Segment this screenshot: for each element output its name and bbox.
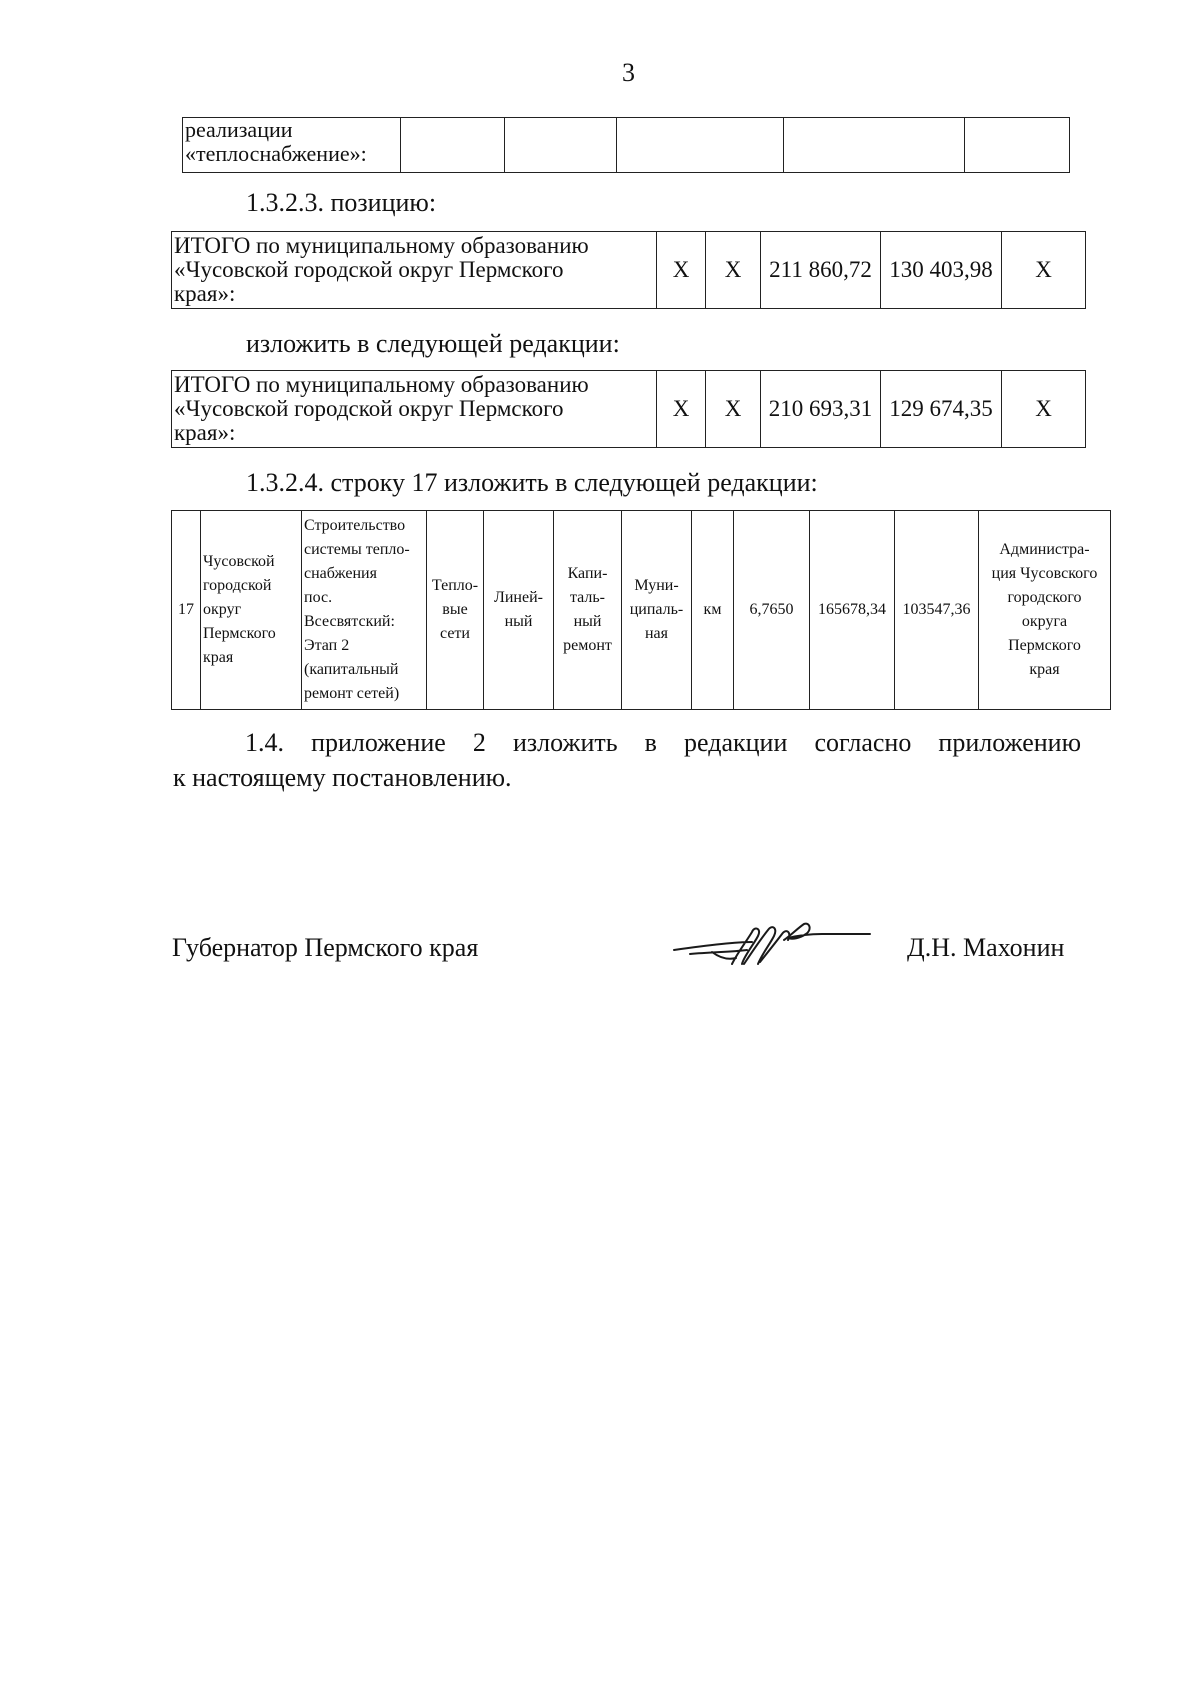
handwritten-signature — [672, 912, 872, 982]
table-itogo-old — [171, 231, 1086, 309]
cell-line: округа — [1021, 613, 1068, 630]
cell-line: Этап 2 — [304, 637, 350, 654]
cell-line: «теплоснабжение»: — [185, 141, 367, 166]
cell-line: Тепло- — [431, 577, 479, 594]
cell-line: вые — [442, 601, 468, 618]
table-itogo-new — [171, 370, 1086, 448]
paragraph-1-3-2-4: 1.3.2.4. строку 17 изложить в следующей редакции: — [246, 468, 818, 497]
cell-line: Администра- — [999, 541, 1090, 558]
table-cell: 129 674,35 — [881, 371, 1002, 448]
table-cell: X — [706, 371, 761, 448]
table-cell: X — [1002, 232, 1086, 309]
cell-line: ремонт — [563, 637, 612, 654]
signatory-name: Д.Н. Махонин — [907, 933, 1065, 962]
table-cell-ownership — [622, 511, 692, 710]
cell-line: Всесвятский: — [304, 613, 395, 630]
cell-line: ципаль- — [629, 601, 684, 618]
cell-line: края»: — [174, 420, 236, 445]
paragraph-new-edition: изложить в следующей редакции: — [246, 329, 620, 358]
table-cell-empty — [401, 118, 505, 173]
table-cell-label — [172, 232, 657, 309]
cell-line: таль- — [569, 589, 606, 606]
cell-line: ИТОГО по муниципальному образованию — [174, 372, 589, 397]
cell-line: Капи- — [567, 565, 608, 582]
cell-line: «Чусовской городской округ Пермского — [174, 396, 564, 421]
cell-line: края»: — [174, 281, 236, 306]
cell-line: Пермского — [203, 625, 276, 642]
table-cell-empty — [784, 118, 965, 173]
table-cell-object — [302, 511, 427, 710]
cell-line: ция Чусовского — [991, 565, 1098, 582]
table-row — [172, 511, 1111, 710]
cell-line: края — [1029, 661, 1060, 678]
table-cell: X — [657, 371, 706, 448]
cell-line: края — [203, 649, 234, 666]
table-cell: 211 860,72 — [761, 232, 881, 309]
table-cell-label — [172, 371, 657, 448]
table-cell-work — [554, 511, 622, 710]
table-cell-number: 17 — [172, 511, 201, 710]
table-row-17 — [171, 510, 1111, 710]
cell-line: Муни- — [634, 577, 679, 594]
cell-line: Линей- — [494, 589, 543, 606]
cell-line: Пермского — [1008, 637, 1081, 654]
table-row — [172, 232, 1086, 309]
signatory-title: Губернатор Пермского края — [172, 933, 479, 962]
table-cell-label — [183, 118, 401, 173]
table-cell-empty — [965, 118, 1070, 173]
table-cell-length: 6,7650 — [734, 511, 810, 710]
cell-line: сети — [440, 625, 470, 642]
table-cell: 210 693,31 — [761, 371, 881, 448]
cell-line: ная — [644, 625, 669, 642]
table-row — [172, 371, 1086, 448]
cell-line: Строительство — [304, 517, 406, 534]
cell-line: городской — [203, 577, 272, 594]
table-cell: X — [657, 232, 706, 309]
cell-line: ный — [573, 613, 602, 630]
table-cell-cost-total: 165678,34 — [810, 511, 895, 710]
table-cell-network — [427, 511, 484, 710]
table-cell: X — [1002, 371, 1086, 448]
table-cell-municipality — [201, 511, 302, 710]
cell-line: ремонт сетей) — [304, 685, 400, 702]
paragraph-1-3-2-3: 1.3.2.3. позицию: — [246, 188, 437, 217]
table-cell-empty — [617, 118, 784, 173]
cell-line: пос. — [304, 589, 333, 606]
cell-line: ный — [504, 613, 533, 630]
cell-line: (капитальный — [304, 661, 399, 678]
cell-line: городского — [1007, 589, 1082, 606]
table-continuation — [182, 117, 1070, 173]
paragraph-line: 1.4. приложение 2 изложить в редакции согласно приложению — [245, 728, 1081, 757]
table-cell-type — [484, 511, 554, 710]
cell-line: снабжения — [304, 565, 377, 582]
page-number: 3 — [622, 58, 635, 87]
paragraph-1-4 — [173, 725, 1081, 795]
cell-line: «Чусовской городской округ Пермского — [174, 257, 564, 282]
table-cell-customer — [979, 511, 1111, 710]
cell-line: округ — [203, 601, 242, 618]
table-cell-empty — [505, 118, 617, 173]
cell-line: системы тепло- — [304, 541, 410, 558]
cell-line: реализации — [185, 117, 293, 142]
cell-line: ИТОГО по муниципальному образованию — [174, 233, 589, 258]
table-cell-unit: км — [692, 511, 734, 710]
table-cell-cost-2: 103547,36 — [895, 511, 979, 710]
table-cell: 130 403,98 — [881, 232, 1002, 309]
table-cell: X — [706, 232, 761, 309]
table-row — [183, 118, 1070, 173]
cell-line: Чусовской — [203, 553, 275, 570]
paragraph-line: к настоящему постановлению. — [173, 763, 512, 792]
